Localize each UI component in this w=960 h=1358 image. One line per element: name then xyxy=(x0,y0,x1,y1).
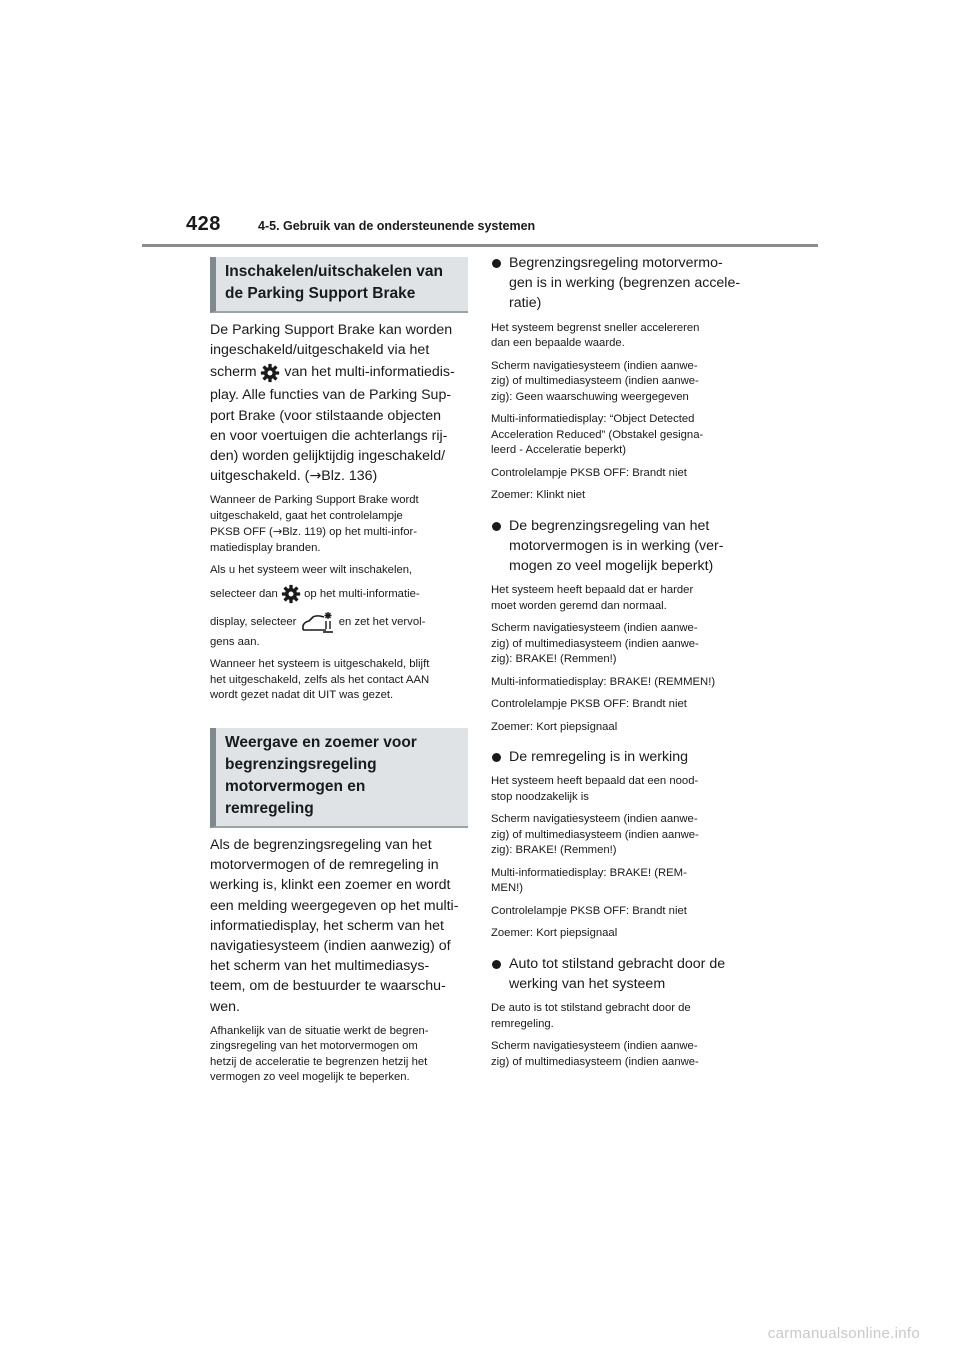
text-line: zig) of multimediasysteem (indien aanwe- xyxy=(491,375,699,388)
note-situation xyxy=(210,1024,468,1086)
text-line xyxy=(210,579,468,609)
text-fragment: selecteer dan xyxy=(210,587,278,600)
b4-description xyxy=(491,1001,753,1032)
bullet-vehicle-stopped xyxy=(491,954,753,994)
text-line: het uitgeschakeld, zelfs als het contact AAN xyxy=(210,673,430,686)
bullet-title: De begrenzingsregeling van het xyxy=(509,517,710,534)
heading-line: de Parking Support Brake xyxy=(225,285,416,302)
b2-indicator: Controlelampje PKSB OFF: Brandt niet xyxy=(491,698,687,711)
bullet-title: De remregeling is in werking xyxy=(509,749,688,766)
b3-buzzer: Zoemer: Kort piepsignaal xyxy=(491,927,618,940)
b2-description xyxy=(491,583,753,614)
bullet-acceleration-limited xyxy=(491,253,753,314)
text-line: De Parking Support Brake kan worden xyxy=(210,322,453,338)
text-line: Als de begrenzingsregeling van het xyxy=(210,836,432,853)
note-remains-off xyxy=(210,657,468,704)
text-line: motorvermogen of de remregeling in xyxy=(210,857,439,874)
bullet-title: Auto tot stilstand gebracht door de xyxy=(509,955,726,972)
text-line: het scherm van het multimediasys- xyxy=(210,958,430,975)
text-line: port Brake (voor stilstaande objecten xyxy=(210,407,442,424)
text-line: uitgeschakeld, gaat het controlelampje xyxy=(210,509,403,522)
b1-buzzer: Zoemer: Klinkt niet xyxy=(491,489,586,502)
text-line: ingeschakeld/uitgeschakeld via het xyxy=(210,342,430,359)
text-line: leerd - Acceleratie beperkt) xyxy=(491,444,626,457)
bullet-title: gen is in werking (begrenzen accele- xyxy=(509,275,741,292)
text-fragment: op het multi-informatie- xyxy=(304,587,420,600)
bullet-brake-control xyxy=(491,747,753,767)
text-line: remregeling. xyxy=(491,1017,554,1030)
b3-description xyxy=(491,774,753,805)
text-line: informatiedisplay, het scherm van het xyxy=(210,917,444,934)
b2-navigation xyxy=(491,621,753,668)
page-reference: Blz. 119) op het multi-infor- xyxy=(282,526,418,539)
text-line: Scherm navigatiesysteem (indien aanwe- xyxy=(491,813,698,826)
text-line: den) worden gelijktijdig ingeschakeld/ xyxy=(210,448,446,465)
text-fragment: display, selecteer xyxy=(210,615,297,628)
text-line: play. Alle functies van de Parking Sup- xyxy=(210,387,452,404)
arrow-right-icon: → xyxy=(272,525,283,539)
b3-navigation xyxy=(491,812,753,859)
page-number: 428 xyxy=(186,213,221,235)
section-header: 4-5. Gebruik van de ondersteunende systemen xyxy=(258,219,536,233)
heading-line: motorvermogen en xyxy=(225,777,366,795)
heading-enable-disable xyxy=(210,257,468,313)
text-line: wen. xyxy=(210,998,240,1015)
text-fragment: PKSB OFF ( xyxy=(210,526,273,539)
text-line: zig): BRAKE! (Remmen!) xyxy=(491,653,617,666)
text-line xyxy=(210,609,468,635)
text-line: zingsregeling van het motorvermogen om xyxy=(210,1040,418,1053)
heading-line: Inschakelen/uitschakelen van xyxy=(225,263,443,280)
bullet-title: ratie) xyxy=(509,295,542,312)
header-rule xyxy=(142,244,818,247)
text-line: Acceleration Reduced” (Obstakel gesigna- xyxy=(491,428,704,441)
text-line: werking is, klinkt een zoemer en wordt xyxy=(210,877,451,894)
text-fragment: van het multi-informatiedis- xyxy=(284,364,455,381)
text-line: Multi-informatiedisplay: “Object Detected xyxy=(491,413,695,426)
text-line: De auto is tot stilstand gebracht door de xyxy=(491,1002,691,1015)
b2-multi-info: Multi-informatiedisplay: BRAKE! (REMMEN!) xyxy=(491,675,716,688)
page-reference: Blz. 136) xyxy=(321,468,378,485)
text-line: gens aan. xyxy=(210,635,260,648)
left-column xyxy=(210,257,468,1086)
text-line: Scherm navigatiesysteem (indien aanwe- xyxy=(491,359,698,372)
text-fragment: scherm xyxy=(210,364,257,381)
text-line: moet worden geremd dan normaal. xyxy=(491,599,667,612)
text-line: matiedisplay branden. xyxy=(210,541,321,554)
b4-navigation xyxy=(491,1039,753,1070)
bullet-title: motorvermogen is in werking (ver- xyxy=(509,537,724,554)
text-line xyxy=(210,360,468,385)
b3-indicator: Controlelampje PKSB OFF: Brandt niet xyxy=(491,904,687,917)
text-line: hetzij de acceleratie te begrenzen hetzij het xyxy=(210,1055,428,1068)
text-fragment: uitgeschakeld. ( xyxy=(210,468,310,485)
b1-multi-info xyxy=(491,412,753,459)
text-line: en voor voertuigen die achterlangs rij- xyxy=(210,427,448,444)
text-line: teem, om de bestuurder te waarschu- xyxy=(210,978,446,995)
bullet-title: mogen zo veel mogelijk beperkt) xyxy=(509,558,714,575)
b3-multi-info xyxy=(491,866,753,897)
arrow-right-icon: → xyxy=(309,468,322,485)
b1-navigation xyxy=(491,359,753,406)
bullet-dot xyxy=(492,522,501,531)
text-line xyxy=(210,466,468,486)
text-line: Het systeem heeft bepaald dat er harder xyxy=(491,584,694,597)
gear-icon xyxy=(260,363,280,383)
text-line: MEN!) xyxy=(491,882,524,895)
text-line: Afhankelijk van de situatie werkt de begren- xyxy=(210,1024,429,1037)
text-line: Multi-informatiedisplay: BRAKE! (REM- xyxy=(491,866,687,879)
text-line: Scherm navigatiesysteem (indien aanwe- xyxy=(491,622,698,635)
bullet-dot xyxy=(492,960,501,969)
bullet-title: Begrenzingsregeling motorvermo- xyxy=(509,255,723,271)
text-line: Het systeem begrenst sneller accelereren xyxy=(491,321,700,334)
b1-indicator: Controlelampje PKSB OFF: Brandt niet xyxy=(491,466,687,479)
text-line: stop noodzakelijk is xyxy=(491,790,589,803)
right-column xyxy=(491,253,753,1070)
heading-line: Weergave en zoemer voor xyxy=(225,733,417,751)
text-line: navigatiesysteem (indien aanwezig) of xyxy=(210,937,451,954)
text-line: wordt gezet nadat dit UIT was gezet. xyxy=(210,689,394,702)
heading-line: begrenzingsregeling xyxy=(225,755,377,773)
car-warning-icon xyxy=(300,610,336,634)
text-line xyxy=(210,524,468,541)
text-line: Het systeem heeft bepaald dat een nood- xyxy=(491,775,699,788)
text-line: zig) of multimediasysteem (indien aanwe- xyxy=(491,1055,699,1068)
text-line: vermogen zo veel mogelijk te beperken. xyxy=(210,1071,410,1084)
text-line: zig): BRAKE! (Remmen!) xyxy=(491,844,617,857)
heading-line: remregeling xyxy=(225,799,314,817)
bullet-dot xyxy=(492,753,501,762)
bullet-title: werking van het systeem xyxy=(509,976,666,993)
intro-paragraph xyxy=(210,320,468,486)
heading-display-buzzer xyxy=(210,728,468,828)
b1-description xyxy=(491,321,753,352)
bullet-output-limited xyxy=(491,516,753,577)
text-line: Wanneer de Parking Support Brake wordt xyxy=(210,494,419,507)
gear-icon xyxy=(281,584,301,604)
text-line: Wanneer het systeem is uitgeschakeld, blijft xyxy=(210,658,430,671)
text-line: dan een bepaalde waarde. xyxy=(491,337,625,350)
text-line: zig) of multimediasysteem (indien aanwe- xyxy=(491,828,699,841)
b2-buzzer: Zoemer: Kort piepsignaal xyxy=(491,720,618,733)
text-line: Als u het systeem weer wilt inschakelen, xyxy=(210,564,413,577)
bullet-dot xyxy=(492,259,501,268)
text-line: zig) of multimediasysteem (indien aanwe- xyxy=(491,637,699,650)
text-line: zig): Geen waarschuwing weergegeven xyxy=(491,390,689,403)
watermark: carmanualsonline.info xyxy=(767,1325,920,1342)
text-fragment: en zet het vervol- xyxy=(338,615,426,628)
text-line: een melding weergegeven op het multi- xyxy=(210,897,459,914)
note-pksb-off xyxy=(210,493,468,556)
text-line: Scherm navigatiesysteem (indien aanwe- xyxy=(491,1040,698,1053)
note-reenable xyxy=(210,563,468,650)
display-buzzer-paragraph xyxy=(210,835,468,1017)
